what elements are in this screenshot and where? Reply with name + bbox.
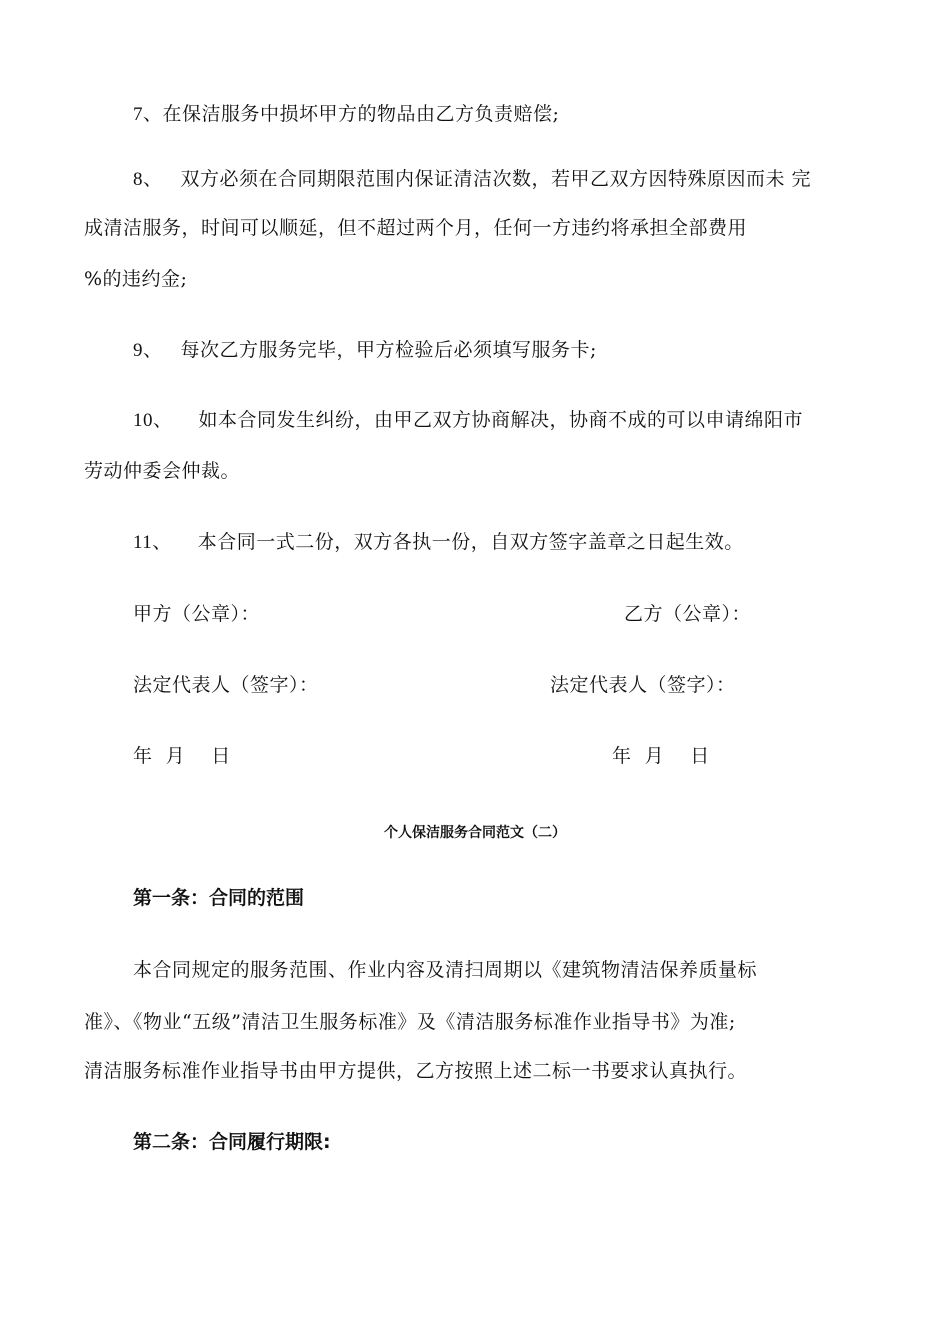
article-2-heading: 第二条：合同履行期限: [133, 1131, 331, 1153]
clause-8-line-2: 成清洁服务，时间可以顺延，但不超过两个月，任何一方违约将承担全部费用 [84, 217, 748, 239]
clause-number: 11、 [133, 532, 172, 553]
article-1-line-2: 准》、《物业“五级”清洁卫生服务标准》及《清洁服务标准作业指导书》为准; [84, 1011, 736, 1033]
clause-8-line-3: %的违约金; [84, 268, 188, 290]
clause-number: 10、 [133, 410, 173, 431]
clause-number: 9、 [133, 340, 163, 361]
party-b-date-label: 年 月 日 [612, 745, 710, 767]
clause-text: 在保洁服务中损坏甲方的物品由乙方负责赔偿; [162, 103, 560, 125]
party-a-seal-label: 甲方（公章）： [133, 603, 261, 625]
clause-11 [133, 529, 744, 556]
clause-10-line-1 [133, 407, 803, 434]
party-a-representative-label: 法定代表人（签字）： [133, 674, 319, 696]
clause-text: 双方必须在合同期限范围内保证清洁次数，若甲乙双方因特殊原因而未 完 [180, 168, 812, 190]
clause-7 [133, 101, 559, 128]
article-1-line-1: 本合同规定的服务范围、作业内容及清扫周期以《建筑物清洁保养质量标 [133, 959, 758, 981]
clause-9 [133, 337, 597, 364]
party-b-representative-label: 法定代表人（签字）： [550, 674, 736, 696]
article-1-line-3: 清洁服务标准作业指导书由甲方提供，乙方按照上述二标一书要求认真执行。 [84, 1060, 748, 1082]
clause-number: 7、 [133, 104, 163, 125]
party-a-date-label: 年 月 日 [133, 745, 231, 767]
clause-number: 8、 [133, 169, 163, 190]
clause-text: 本合同一式二份，双方各执一份，自双方签字盖章之日起生效。 [197, 531, 744, 553]
party-b-seal-label: 乙方（公章）： [624, 603, 752, 625]
document-subtitle: 个人保洁服务合同范文（二） [384, 825, 566, 841]
clause-text: 如本合同发生纠纷，由甲乙双方协商解决，协商不成的可以申请绵阳市 [198, 409, 804, 431]
clause-text: 每次乙方服务完毕，甲方检验后必须填写服务卡; [180, 339, 597, 361]
clause-8-line-1 [133, 166, 811, 193]
clause-10-line-2: 劳动仲委会仲裁。 [84, 460, 241, 482]
article-1-heading: 第一条：合同的范围 [133, 887, 305, 909]
